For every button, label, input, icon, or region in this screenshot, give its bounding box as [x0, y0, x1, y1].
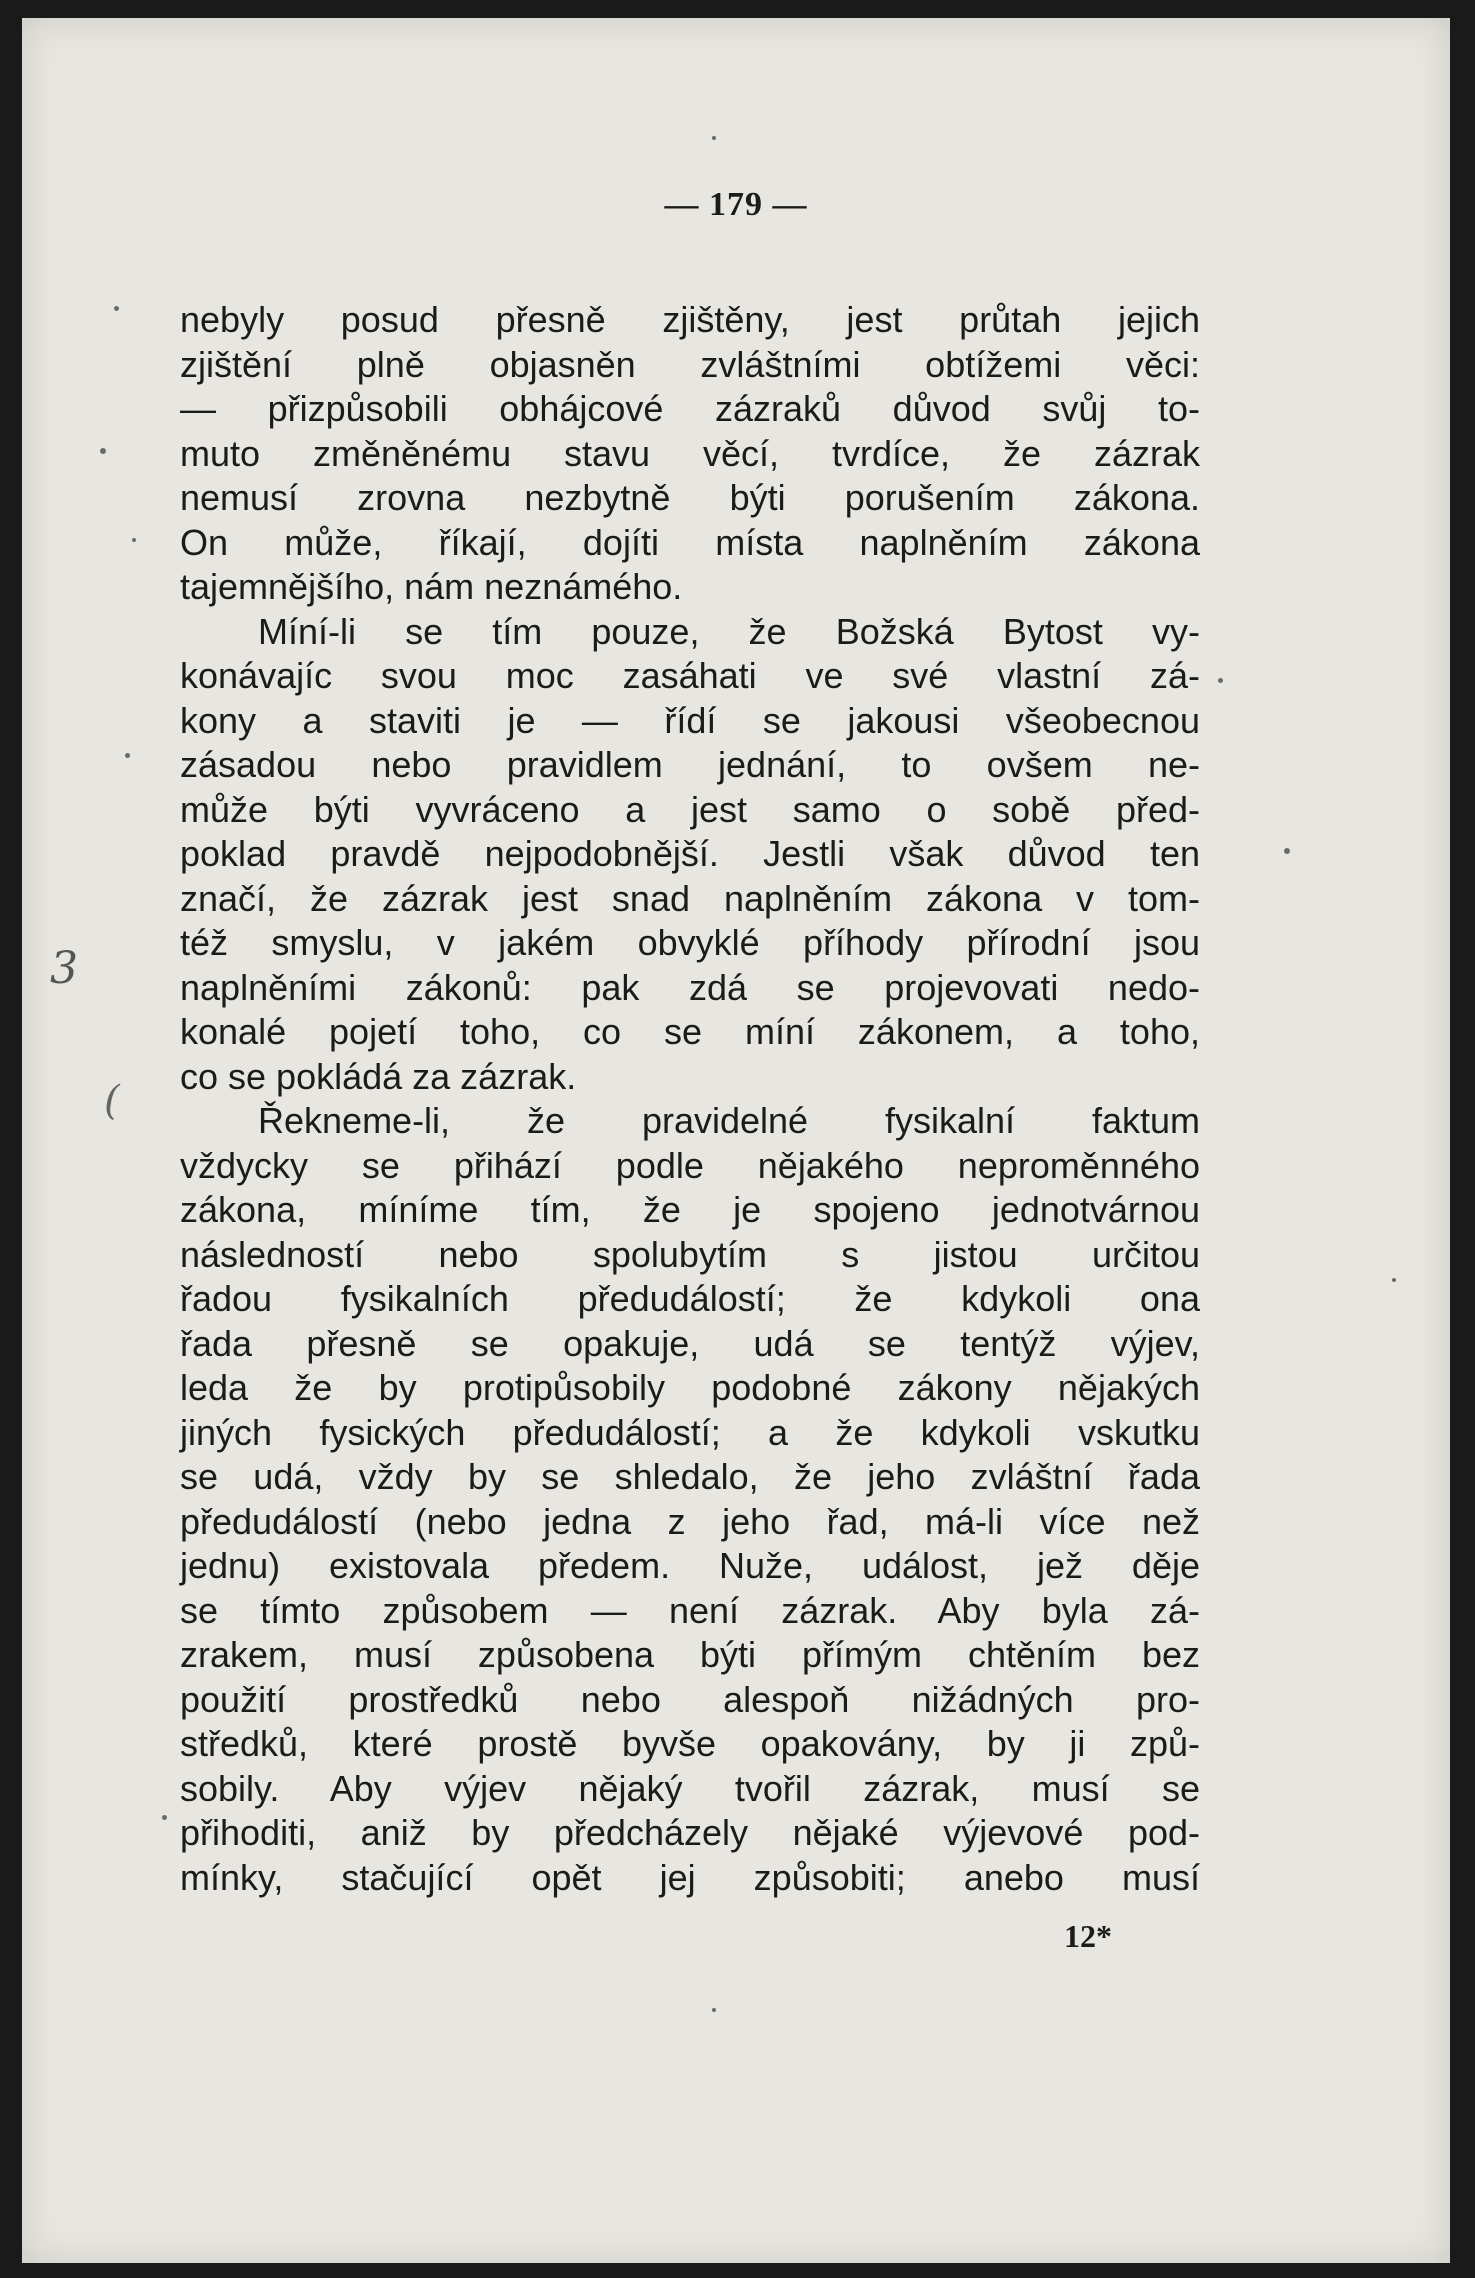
text-line: též smyslu, v jakém obvyklé příhody přírodní jsou [180, 922, 1200, 963]
text-line: přihoditi, aniž by předcházely nějaké výjevové pod- [180, 1812, 1200, 1853]
book-page [22, 18, 1450, 2263]
text-line: On může, říkají, dojíti místa naplněním zákona [180, 521, 1200, 563]
paragraph [180, 610, 1200, 1100]
text-line: nebyly posud přesně zjištěny, jest průtah jejich [180, 299, 1200, 340]
text-line: zrakem, musí způsobena býti přímým chtěním bez [180, 1634, 1200, 1675]
text-line: použití prostředků nebo alespoň nižádných pro- [180, 1678, 1200, 1720]
text-line: konalé pojetí toho, co se míní zákonem, a toho, [180, 1011, 1200, 1052]
text-line: muto změněnému stavu věcí, tvrdíce, že zázrak [180, 432, 1200, 474]
scan-speck [100, 448, 106, 454]
paragraph [180, 298, 1200, 610]
text-line: zjištění plně objasněn zvláštními obtížemi věci: [180, 343, 1200, 385]
text-line: zákona, míníme tím, že je spojeno jednotvárnou [180, 1189, 1200, 1230]
text-line: naplněními zákonů: pak zdá se projevovati nedo- [180, 966, 1200, 1008]
text-line: nemusí zrovna nezbytně býti porušením zákona. [180, 477, 1200, 518]
text-line: se udá, vždy by se shledalo, že jeho zvláštní řada [180, 1456, 1200, 1497]
signature-mark: 12* [1064, 1918, 1112, 1954]
text-line: předudálostí (nebo jedna z jeho řad, má-li více než [180, 1500, 1200, 1542]
text-line: Míní-li se tím pouze, že Božská Bytost vy- [258, 610, 1200, 652]
margin-pencil-mark: 3 [50, 943, 78, 994]
text-line: co se pokládá za zázrak. [180, 1055, 577, 1097]
text-line: jiných fysických předudálostí; a že kdykoli vskutku [180, 1411, 1200, 1453]
margin-pencil-mark: ( [104, 1078, 120, 1124]
scan-speck [162, 1815, 167, 1820]
text-line: tajemnějšího, nám neznámého. [180, 566, 683, 607]
text-line: mínky, stačující opět jej způsobiti; anebo musí [180, 1856, 1200, 1898]
text-line: — přizpůsobili obhájcové zázraků důvod svůj to- [180, 388, 1200, 429]
text-line: jednu) existovala předem. Nuže, událost, jež děje [180, 1545, 1200, 1586]
text-line: poklad pravdě nejpodobnější. Jestli však důvod ten [180, 833, 1200, 874]
paragraph [180, 1099, 1200, 1900]
text-line: Řekneme-li, že pravidelné fysikalní faktum [258, 1100, 1200, 1141]
scan-speck [114, 306, 119, 311]
scan-speck [1218, 678, 1223, 683]
text-line: může býti vyvráceno a jest samo o sobě před- [180, 788, 1200, 830]
scan-speck [125, 753, 130, 758]
text-line: se tímto způsobem — není zázrak. Aby byla zá- [180, 1589, 1200, 1631]
text-line: konávajíc svou moc zasáhati ve své vlastní zá- [180, 655, 1200, 696]
text-line: zásadou nebo pravidlem jednání, to ovšem ne- [180, 744, 1200, 785]
text-line: řada přesně se opakuje, udá se tentýž výjev, [180, 1322, 1200, 1364]
body-text [180, 298, 1200, 1900]
text-line: řadou fysikalních předudálostí; že kdykoli ona [180, 1278, 1200, 1319]
scan-speck [712, 136, 716, 140]
scan-speck [1284, 848, 1290, 854]
text-line: vždycky se přihází podle nějakého neproměnného [180, 1144, 1200, 1186]
text-line: středků, které prostě byvše opakovány, by ji způ- [180, 1723, 1200, 1764]
scan-speck [132, 538, 136, 542]
text-line: leda že by protipůsobily podobné zákony nějakých [180, 1367, 1200, 1408]
text-line: sobily. Aby výjev nějaký tvořil zázrak, musí se [180, 1767, 1200, 1809]
text-line: následností nebo spolubytím s jistou určitou [180, 1233, 1200, 1275]
text-line: kony a staviti je — řídí se jakousi všeobecnou [180, 699, 1200, 741]
page-number: — 179 — [664, 186, 808, 223]
scan-speck [712, 2008, 716, 2012]
scan-speck [1392, 1278, 1396, 1282]
text-line: značí, že zázrak jest snad naplněním zákona v tom- [180, 877, 1200, 919]
